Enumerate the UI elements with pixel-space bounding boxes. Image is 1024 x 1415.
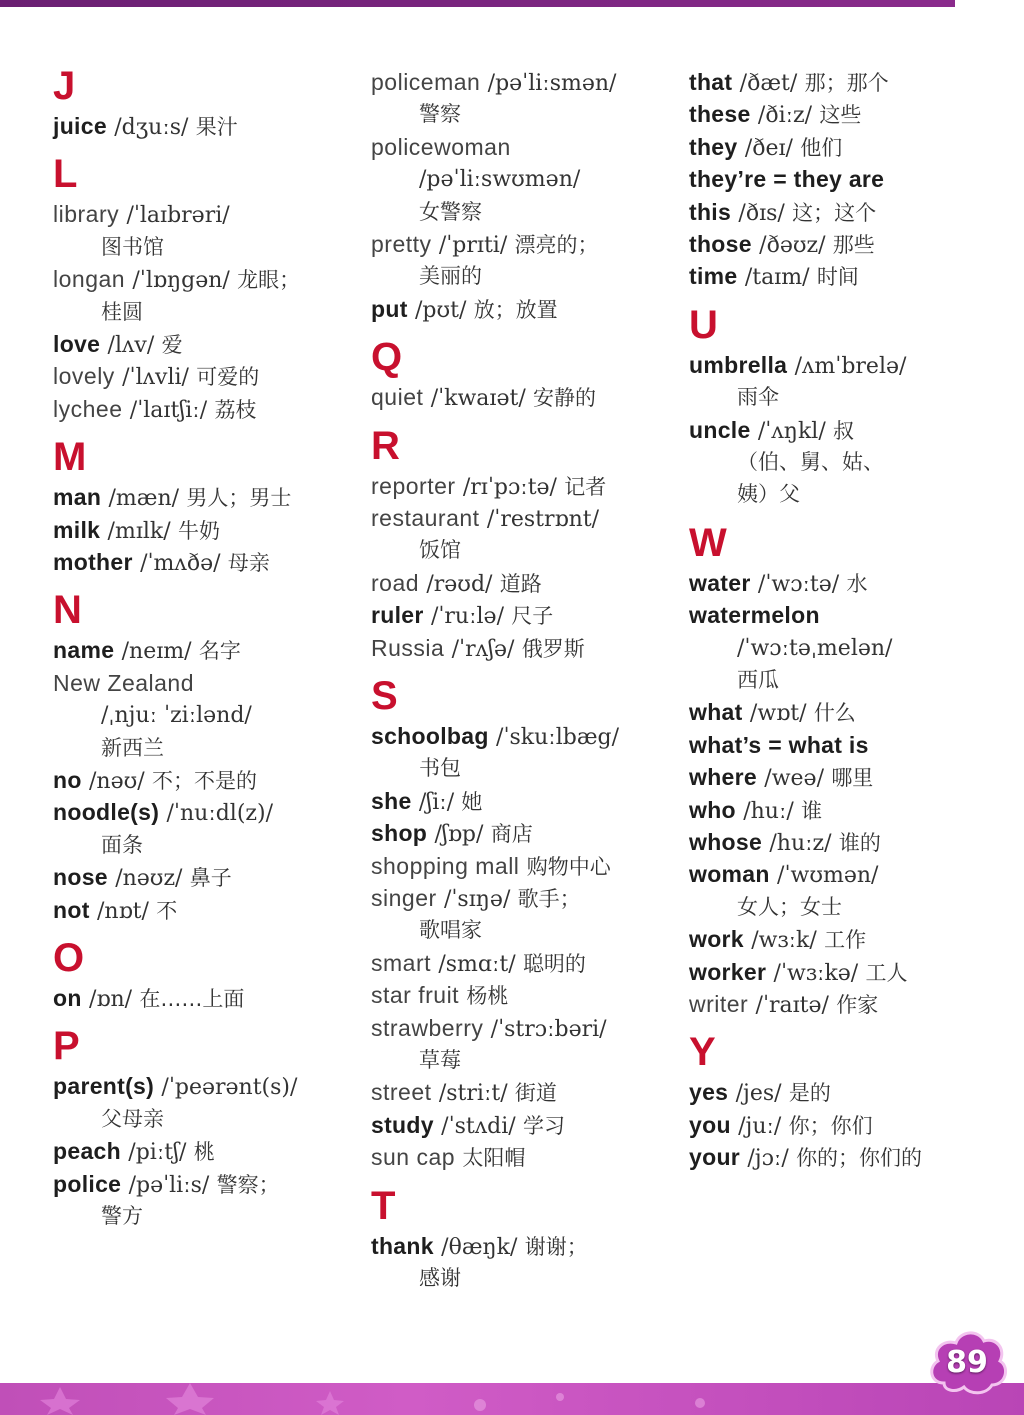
entry-phonetic: /pəˈliːs/ [128, 1172, 210, 1198]
glossary-entry [689, 260, 859, 292]
entry-phonetic: /weə/ [764, 766, 824, 792]
entry-meaning: 工作 [824, 928, 867, 953]
glossary-entry [371, 228, 599, 260]
entry-phonetic: /nɒt/ [96, 898, 149, 924]
glossary-entry [53, 982, 244, 1014]
entry-word: peach [53, 1138, 121, 1165]
entry-phonetic: /piːtʃ/ [128, 1140, 187, 1166]
entry-phonetic: /mɪlk/ [107, 518, 171, 544]
glossary-entry [371, 947, 586, 979]
entry-meaning: 歌手； [517, 887, 581, 911]
glossary-entry [53, 263, 300, 295]
entry-phonetic: /ðəʊz/ [759, 233, 826, 258]
entry-meaning: 果汁 [195, 115, 238, 139]
entry-phonetic: /ˈprɪti/ [438, 233, 508, 258]
entry-word: they [689, 133, 738, 160]
entry-meaning: 俄罗斯 [521, 636, 585, 661]
entry-meaning: 放；放置 [473, 297, 558, 322]
entry-continuation [737, 478, 800, 510]
glossary-entry [53, 1168, 280, 1200]
entry-continuation [101, 296, 143, 328]
entry-word: milk [53, 516, 101, 543]
entry-meaning: 哪里 [831, 766, 874, 791]
entry-phonetic: /ˈraɪtə/ [755, 993, 829, 1018]
entry-word: pretty [371, 231, 432, 257]
entry-phonetic: /jes/ [735, 1081, 782, 1107]
section-letter: M [53, 435, 87, 480]
entry-word: lychee [53, 395, 123, 422]
entry-phonetic: /θæŋk/ [441, 1234, 518, 1260]
entry-meaning: 图书馆 [101, 234, 164, 259]
entry-word: restaurant [371, 505, 480, 531]
glossary-entry [689, 923, 866, 955]
entry-phonetic: /ˈstʌdi/ [441, 1113, 516, 1139]
entry-phonetic: /ˈnuːdl(z)/ [166, 801, 274, 827]
entry-meaning: 警方 [101, 1204, 143, 1228]
entry-meaning: 书包 [419, 756, 461, 781]
section-letter: U [689, 302, 718, 347]
glossary-entry [689, 1076, 831, 1108]
glossary-entry [53, 360, 259, 392]
glossary-entry [689, 163, 884, 195]
entry-word: Russia [371, 634, 445, 661]
glossary-entry [371, 720, 619, 752]
entry-continuation [419, 534, 461, 566]
glossary-entry [689, 761, 873, 793]
glossary-entry [689, 826, 881, 858]
entry-word: nose [53, 864, 108, 891]
entry-continuation [101, 1200, 143, 1232]
entry-meaning: 姨）父 [737, 482, 800, 507]
entry-word: study [371, 1111, 434, 1138]
entry-word: ruler [371, 602, 424, 629]
entry-word: you [689, 1111, 731, 1138]
entry-word: longan [53, 266, 126, 293]
section-letter: P [53, 1024, 80, 1069]
entry-continuation [101, 231, 164, 263]
entry-word: what’s = what is [689, 731, 869, 758]
entry-meaning: 警察 [419, 102, 461, 127]
page-number: 89 [946, 1344, 988, 1380]
entry-continuation [101, 829, 143, 861]
entry-word: lovely [53, 363, 115, 390]
entry-phonetic: /ˈwɜːkə/ [773, 960, 859, 986]
entry-phonetic: /ˈlaɪbrəri/ [126, 203, 230, 229]
entry-phonetic: /mæn/ [108, 486, 180, 512]
entry-meaning: 桃 [193, 1140, 215, 1165]
entry-word: umbrella [689, 351, 788, 378]
glossary-entry [371, 850, 611, 882]
entry-word: parent(s) [53, 1073, 155, 1100]
entry-phonetic: /ʃiː/ [418, 789, 455, 815]
glossary-entry [689, 196, 876, 228]
entry-phonetic: /ˈmʌðə/ [140, 551, 221, 576]
glossary-entry [53, 861, 232, 893]
entry-meaning: 那；那个 [804, 71, 889, 95]
entry-word: policeman [371, 69, 481, 95]
entry-phonetic: /jɔː/ [747, 1146, 789, 1172]
section-letter: L [53, 152, 78, 197]
entry-phonetic: /ˈʌŋkl/ [757, 418, 826, 444]
entry-phonetic: /ˈskuːlbæg/ [496, 725, 619, 750]
glossary-entry [371, 599, 553, 631]
entry-continuation [419, 1044, 461, 1076]
section-letter: N [53, 588, 82, 633]
entry-meaning: 安静的 [533, 386, 597, 411]
entry-meaning: 这；这个 [792, 200, 877, 225]
entry-meaning: 爱 [161, 333, 183, 357]
entry-meaning: 母亲 [227, 551, 270, 575]
glossary-entry [689, 66, 889, 98]
entry-phonetic: /pəˈliːswʊmən/ [419, 167, 581, 193]
entry-word: schoolbag [371, 723, 489, 749]
glossary-entry [53, 328, 183, 360]
entry-continuation [419, 752, 461, 784]
entry-phonetic: /ˈruːlə/ [430, 604, 504, 630]
entry-meaning: 他们 [800, 135, 843, 160]
glossary-entry [371, 470, 606, 502]
entry-continuation [419, 196, 482, 228]
entry-phonetic: /dʒuːs/ [114, 115, 189, 140]
entry-phonetic: /wɒt/ [749, 701, 807, 727]
entry-word: they’re = they are [689, 166, 885, 193]
section-letter: Y [689, 1030, 716, 1075]
entry-continuation [737, 664, 779, 696]
glossary-entry [53, 764, 257, 796]
entry-continuation [737, 632, 892, 664]
entry-meaning: 商店 [490, 822, 533, 847]
glossary-entry [53, 796, 273, 828]
entry-word: sun cap [371, 1144, 456, 1171]
entry-meaning: 警察； [216, 1172, 280, 1197]
glossary-entry [689, 729, 869, 761]
glossary-entry [371, 502, 599, 534]
entry-phonetic: /ˈpeərənt(s)/ [161, 1075, 298, 1101]
entry-phonetic: /lʌv/ [107, 333, 155, 358]
entry-word: whose [689, 829, 763, 855]
glossary-entry [371, 293, 558, 325]
entry-word: what [689, 699, 743, 726]
glossary-entry [371, 632, 585, 664]
entry-word: uncle [689, 416, 751, 443]
entry-meaning: 不 [156, 898, 178, 923]
entry-word: this [689, 198, 732, 225]
entry-continuation [101, 732, 164, 764]
entry-word: New Zealand [53, 669, 195, 696]
entry-phonetic: /huːz/ [769, 831, 832, 856]
glossary-entry [689, 228, 875, 260]
entry-meaning: 牛奶 [177, 518, 220, 543]
entry-meaning: 叔 [833, 418, 855, 443]
entry-meaning: 感谢 [419, 1266, 461, 1290]
entry-phonetic: /ðɪs/ [738, 200, 785, 226]
entry-word: these [689, 101, 751, 128]
entry-word: street [371, 1079, 432, 1106]
entry-word: where [689, 764, 757, 791]
glossary-entry [689, 567, 868, 599]
entry-meaning: 是的 [788, 1081, 831, 1106]
entry-word: juice [53, 113, 107, 139]
glossary-entry [689, 858, 878, 890]
entry-continuation [419, 260, 482, 292]
entry-phonetic: /smɑːt/ [438, 951, 516, 977]
entry-meaning: 漂亮的； [514, 233, 599, 257]
entry-word: name [53, 637, 115, 664]
entry-meaning: 龙眼； [237, 268, 301, 293]
entry-meaning: 水 [846, 571, 868, 596]
entry-meaning: 西瓜 [737, 668, 779, 692]
entry-meaning: 不；不是的 [151, 769, 257, 793]
entry-phonetic: /ʌmˈbrelə/ [794, 353, 907, 379]
glossary-entry [53, 481, 291, 513]
entry-meaning: 这些 [819, 103, 862, 128]
entry-continuation [737, 891, 842, 923]
entry-meaning: 你；你们 [788, 1113, 873, 1138]
entry-phonetic: /nəʊ/ [89, 769, 145, 794]
glossary-entry [371, 979, 508, 1011]
entry-phonetic: /ˈstrɔːbəri/ [490, 1016, 607, 1042]
entry-meaning: 购物中心 [526, 854, 611, 879]
entry-meaning: 桂圆 [101, 299, 143, 324]
entry-meaning: 聪明的 [522, 951, 586, 976]
entry-word: strawberry [371, 1014, 484, 1041]
section-letter: O [53, 936, 85, 980]
glossary-entry [689, 1141, 922, 1173]
glossary-entry [689, 988, 878, 1020]
glossary-entry [689, 696, 856, 728]
glossary-entry [53, 634, 241, 666]
entry-phonetic: /rɪˈpɔːtə/ [462, 474, 557, 500]
entry-word: mother [53, 549, 133, 575]
glossary-entry [371, 66, 616, 98]
entry-word: no [53, 767, 82, 793]
entry-meaning: 街道 [514, 1081, 557, 1106]
entry-phonetic: /ðæt/ [739, 71, 798, 96]
entry-meaning: 在……上面 [139, 987, 245, 1011]
entry-phonetic: /ðeɪ/ [744, 135, 793, 161]
glossary-entry [371, 1230, 588, 1262]
entry-word: shopping mall [371, 852, 520, 879]
entry-word: writer [689, 991, 749, 1017]
glossary-entry [53, 393, 256, 425]
entry-meaning: 谁的 [838, 831, 881, 855]
glossary-entry [371, 131, 511, 163]
glossary-entry [371, 1012, 607, 1044]
entry-word: shop [371, 820, 428, 847]
star-pattern-icon [0, 1383, 1024, 1415]
entry-phonetic: /wɜːk/ [751, 928, 817, 954]
glossary-entry [53, 546, 270, 578]
entry-meaning: 荔枝 [214, 397, 257, 422]
entry-meaning: 时间 [816, 265, 859, 290]
entry-phonetic: /ˈwɔːtəˌmelən/ [737, 635, 893, 661]
entry-meaning: 草莓 [419, 1048, 461, 1072]
entry-word: not [53, 896, 90, 923]
entry-word: work [689, 926, 744, 953]
glossary-entry [371, 785, 482, 817]
entry-phonetic: /ˈrestrɒnt/ [486, 507, 600, 532]
glossary-entry [689, 414, 854, 446]
entry-phonetic: /ˈwʊmən/ [777, 863, 879, 889]
bottom-decorative-band [0, 1383, 1024, 1415]
entry-meaning: 面条 [101, 832, 143, 857]
entry-phonetic: /striːt/ [438, 1081, 508, 1107]
entry-word: road [371, 569, 420, 596]
entry-meaning: 谁 [801, 798, 823, 823]
glossary-entry [689, 794, 822, 826]
entry-continuation [419, 163, 580, 195]
glossary-entry [53, 667, 194, 699]
entry-meaning: 道路 [499, 571, 542, 596]
entry-meaning: 你的；你们的 [796, 1146, 923, 1171]
entry-meaning: 新西兰 [101, 735, 164, 760]
entry-word: love [53, 331, 101, 357]
glossary-entry [53, 198, 230, 230]
top-decorative-bar [0, 0, 955, 7]
entry-phonetic: /ˈlʌvli/ [122, 365, 189, 391]
entry-phonetic: /ˈlaɪtʃiː/ [129, 397, 208, 423]
glossary-entry [689, 956, 908, 988]
section-letter: Q [371, 335, 403, 380]
entry-phonetic: /nəʊz/ [115, 866, 183, 892]
entry-word: those [689, 231, 752, 257]
glossary-entry [689, 349, 906, 381]
glossary-entry [689, 599, 820, 631]
entry-meaning: 什么 [813, 701, 856, 726]
glossary-entry [689, 1109, 873, 1141]
entry-meaning: 杨桃 [466, 984, 509, 1009]
entry-word: reporter [371, 472, 456, 499]
entry-continuation [419, 914, 482, 946]
entry-meaning: 雨伞 [737, 385, 779, 410]
page-number-badge [924, 1323, 1010, 1401]
entry-meaning: 饭馆 [419, 538, 461, 563]
entry-word: woman [689, 861, 770, 888]
section-letter: R [371, 423, 400, 468]
entry-word: quiet [371, 384, 424, 411]
entry-continuation [101, 699, 252, 731]
entry-meaning: 父母亲 [101, 1106, 164, 1131]
entry-word: she [371, 787, 412, 814]
entry-phonetic: /juː/ [738, 1113, 782, 1139]
entry-meaning: 名字 [198, 639, 241, 664]
entry-phonetic: /ˈrʌʃə/ [451, 636, 515, 662]
entry-word: smart [371, 949, 431, 976]
entry-phonetic: /pəˈliːsmən/ [487, 71, 617, 96]
entry-word: watermelon [689, 602, 820, 629]
glossary-entry [53, 1135, 215, 1167]
entry-phonetic: /ɒn/ [89, 987, 133, 1012]
glossary-entry [371, 567, 542, 599]
glossary-entry [371, 1076, 557, 1108]
entry-meaning: 美丽的 [419, 264, 482, 289]
entry-word: noodle(s) [53, 799, 160, 826]
entry-meaning: 学习 [523, 1113, 566, 1138]
entry-word: police [53, 1170, 122, 1197]
glossary-entry [371, 817, 533, 849]
entry-meaning: （伯、舅、姑、 [737, 450, 884, 474]
entry-meaning: 尺子 [511, 604, 554, 629]
entry-meaning: 女人；女士 [737, 894, 842, 919]
entry-word: yes [689, 1079, 729, 1106]
entry-phonetic: /huː/ [743, 798, 794, 824]
entry-continuation [737, 381, 779, 413]
entry-meaning: 太阳帽 [462, 1146, 526, 1171]
entry-word: on [53, 985, 82, 1011]
entry-word: that [689, 69, 733, 95]
entry-phonetic: /ˈwɔːtə/ [757, 571, 840, 597]
section-letter: T [371, 1183, 396, 1228]
entry-meaning: 那些 [832, 233, 875, 257]
entry-word: time [689, 263, 738, 290]
entry-word: thank [371, 1232, 434, 1259]
entry-phonetic: /ˌnjuː ˈziːlənd/ [101, 703, 252, 729]
glossary-entry [689, 131, 842, 163]
entry-word: who [689, 796, 736, 823]
entry-phonetic: /neɪm/ [121, 639, 192, 665]
entry-phonetic: /pʊt/ [414, 297, 467, 323]
entry-continuation [419, 98, 461, 130]
entry-word: singer [371, 885, 437, 911]
glossary-entry [371, 1109, 565, 1141]
glossary-entry [53, 894, 177, 926]
entry-continuation [419, 1262, 461, 1294]
entry-meaning: 她 [461, 789, 483, 814]
entry-meaning: 谢谢； [524, 1234, 588, 1259]
entry-meaning: 男人；男士 [186, 486, 292, 511]
glossary-entry [53, 514, 220, 546]
entry-continuation [737, 446, 884, 478]
entry-meaning: 歌唱家 [419, 918, 482, 943]
glossary-entry [53, 1070, 297, 1102]
entry-phonetic: /ˈlɒŋgən/ [132, 268, 230, 294]
entry-phonetic: /ˈkwaɪət/ [430, 386, 526, 412]
entry-phonetic: /ðiːz/ [757, 103, 813, 129]
section-letter: S [371, 674, 398, 718]
entry-phonetic: /ʃɒp/ [434, 822, 484, 848]
entry-phonetic: /taɪm/ [744, 265, 810, 291]
entry-meaning: 作家 [836, 993, 879, 1017]
entry-word: library [53, 201, 120, 228]
entry-meaning: 可爱的 [196, 365, 260, 390]
entry-word: worker [689, 958, 767, 985]
entry-word: put [371, 295, 408, 322]
entry-meaning: 记者 [564, 474, 607, 499]
entry-word: man [53, 484, 102, 511]
glossary-entry [371, 1141, 525, 1173]
glossary-entry [371, 882, 581, 914]
entry-word: your [689, 1144, 741, 1171]
glossary-entry [371, 381, 596, 413]
entry-phonetic: /ˈsɪŋə/ [443, 887, 511, 912]
entry-meaning: 女警察 [419, 199, 482, 224]
entry-phonetic: /rəʊd/ [426, 571, 493, 597]
section-letter: W [689, 520, 727, 565]
entry-word: star fruit [371, 982, 460, 1009]
entry-word: water [689, 569, 751, 596]
glossary-entry [689, 98, 861, 130]
entry-meaning: 工人 [865, 960, 908, 985]
entry-word: policewoman [371, 133, 511, 160]
section-letter: J [53, 64, 76, 108]
entry-meaning: 鼻子 [189, 866, 232, 891]
entry-continuation [101, 1103, 164, 1135]
glossary-entry [53, 110, 238, 142]
